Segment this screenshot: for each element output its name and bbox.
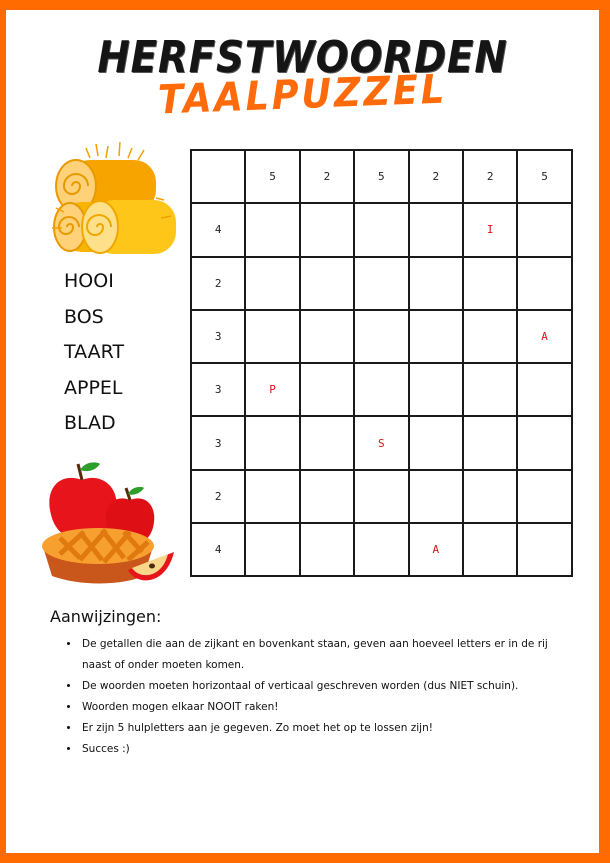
grid-row (191, 363, 572, 416)
grid-row (191, 523, 572, 576)
page-subtitle: TAALPUZZEL (157, 66, 448, 124)
grid-cell[interactable] (300, 310, 354, 363)
row-count: 4 (191, 523, 245, 576)
grid-header-row (191, 150, 572, 203)
word-list (64, 268, 124, 446)
grid-cell[interactable] (354, 203, 408, 256)
grid-cell[interactable] (409, 470, 463, 523)
word-list-item: BLAD (64, 412, 116, 434)
page-title: HERFSTWOORDEN (97, 32, 508, 83)
grid-cell[interactable] (354, 363, 408, 416)
grid-cell[interactable] (354, 257, 408, 310)
grid-cell[interactable] (354, 523, 408, 576)
instruction-item: • De woorden moeten horizontaal of verticaal geschreven worden (dus NIET schuin). (80, 676, 560, 697)
grid-cell[interactable] (517, 203, 571, 256)
column-count: 2 (463, 150, 517, 203)
hay-bale-bottom-right (82, 200, 176, 254)
word-list-item: APPEL (64, 376, 123, 399)
grid-cell[interactable] (245, 416, 299, 469)
grid-cell[interactable] (300, 363, 354, 416)
word-list-item: HOOI (64, 270, 114, 292)
grid-cell[interactable]: A (517, 310, 571, 363)
row-count: 2 (191, 257, 245, 310)
grid-cell[interactable] (300, 470, 354, 523)
grid-row (191, 470, 572, 523)
grid-cell[interactable] (463, 416, 517, 469)
row-count: 2 (191, 470, 245, 523)
column-count: 5 (517, 150, 571, 203)
instructions-title: Aanwijzingen: (50, 607, 162, 626)
grid-cell[interactable] (245, 257, 299, 310)
grid-cell[interactable]: A (409, 523, 463, 576)
hay-bales-illustration (46, 138, 181, 258)
grid-cell[interactable] (517, 363, 571, 416)
grid-cell[interactable] (245, 310, 299, 363)
instruction-item: • Succes :) (80, 739, 560, 760)
column-count: 2 (300, 150, 354, 203)
grid-cell[interactable] (517, 470, 571, 523)
grid-cell[interactable]: P (245, 363, 299, 416)
grid-corner-cell (191, 150, 245, 203)
instructions-list (68, 634, 560, 760)
row-count: 3 (191, 310, 245, 363)
row-count: 3 (191, 363, 245, 416)
instruction-item: • De getallen die aan de zijkant en bovenkant staan, geven aan hoeveel letters er in de rij naast of onder moeten komen. (80, 634, 560, 676)
grid-cell[interactable] (517, 523, 571, 576)
instruction-item: • Er zijn 5 hulpletters aan je gegeven. Zo moet het op te lossen zijn! (80, 718, 560, 739)
grid-cell[interactable] (463, 310, 517, 363)
column-count: 2 (409, 150, 463, 203)
grid-cell[interactable] (409, 257, 463, 310)
grid-cell[interactable]: S (354, 416, 408, 469)
grid-cell[interactable] (409, 363, 463, 416)
grid-cell[interactable]: I (463, 203, 517, 256)
apples-and-pie-illustration (40, 458, 180, 588)
grid-cell[interactable] (354, 310, 408, 363)
word-list-item: TAART (64, 341, 125, 363)
grid-cell[interactable] (354, 470, 408, 523)
apple-large (49, 462, 116, 538)
worksheet-page (6, 10, 599, 853)
grid-cell[interactable] (300, 523, 354, 576)
grid-row (191, 257, 572, 310)
grid-cell[interactable] (300, 257, 354, 310)
grid-row (191, 416, 572, 469)
instruction-item: • Woorden mogen elkaar NOOIT raken! (80, 697, 560, 718)
grid-cell[interactable] (463, 523, 517, 576)
grid-row (191, 203, 572, 256)
grid-cell[interactable] (300, 203, 354, 256)
grid-cell[interactable] (517, 416, 571, 469)
grid-cell[interactable] (409, 416, 463, 469)
grid-cell[interactable] (409, 203, 463, 256)
grid-cell[interactable] (463, 363, 517, 416)
grid-cell[interactable] (463, 257, 517, 310)
row-count: 4 (191, 203, 245, 256)
grid-cell[interactable] (517, 257, 571, 310)
row-count: 3 (191, 416, 245, 469)
grid-cell[interactable] (409, 310, 463, 363)
grid-cell[interactable] (245, 470, 299, 523)
grid-row (191, 310, 572, 363)
column-count: 5 (354, 150, 408, 203)
grid-cell[interactable] (463, 470, 517, 523)
puzzle-grid (190, 149, 573, 577)
grid-cell[interactable] (245, 523, 299, 576)
word-list-item: BOS (64, 305, 104, 328)
grid-cell[interactable] (300, 416, 354, 469)
column-count: 5 (245, 150, 299, 203)
grid-cell[interactable] (245, 203, 299, 256)
